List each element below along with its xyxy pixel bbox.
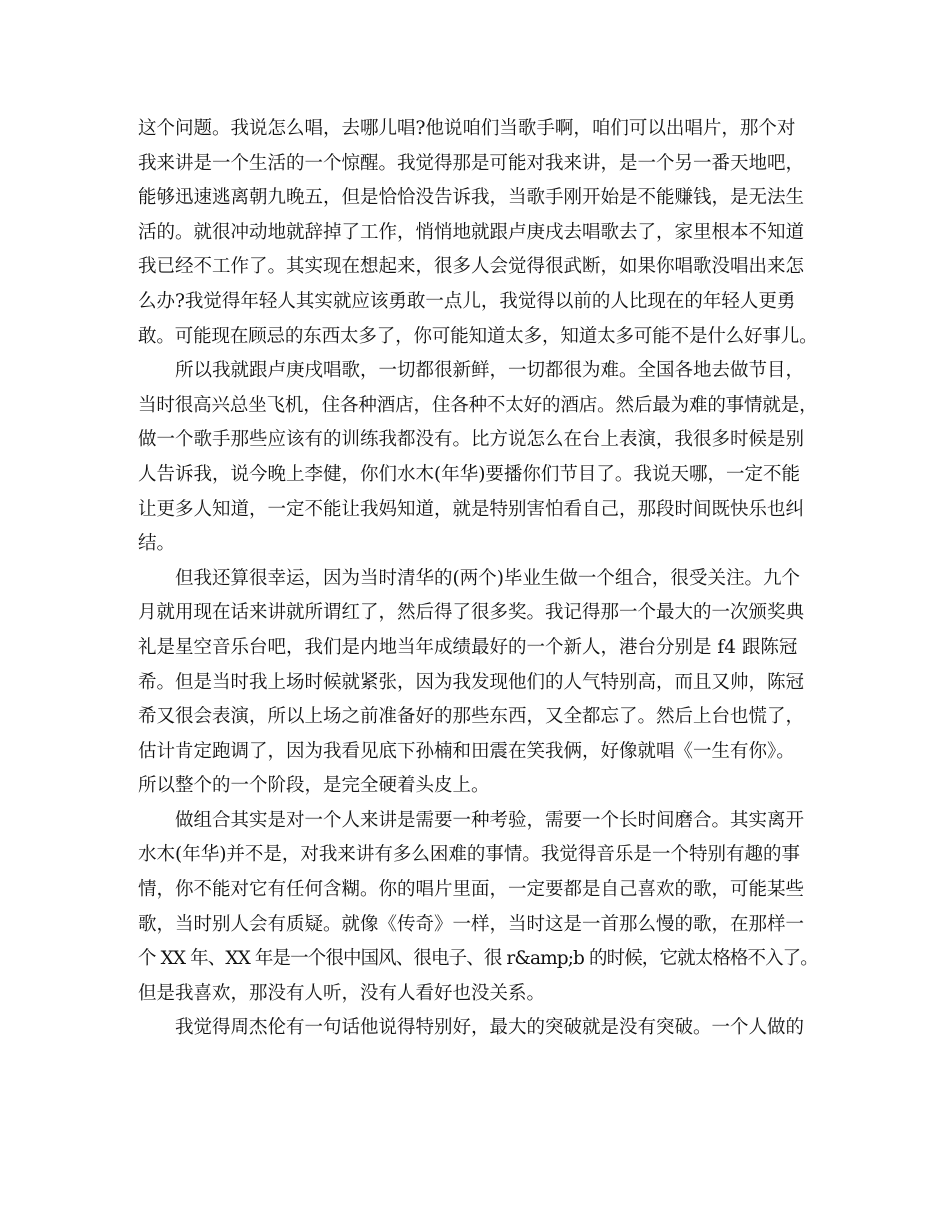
text-line: 歌，当时别人会有质疑。就像《传奇》一样，当时这是一首那么慢的歌，在那样一: [138, 913, 805, 935]
text-line: 希又很会表演，所以上场之前准备好的那些东西，又全都忘了。然后上台也慌了，: [138, 706, 805, 728]
text-line: 能够迅速逃离朝九晚五，但是恰恰没告诉我，当歌手刚开始是不能赚钱，是无法生: [138, 187, 805, 209]
text-line: 情，你不能对它有任何含糊。你的唱片里面，一定要都是自己喜欢的歌，可能某些: [138, 879, 805, 901]
text-line: 我觉得周杰伦有一句话他说得特别好，最大的突破就是没有突破。一个人做的: [175, 1017, 805, 1039]
text-line: 让更多人知道，一定不能让我妈知道，就是特别害怕看自己，那段时间既快乐也纠: [138, 498, 805, 520]
text-line: 么办?我觉得年轻人其实就应该勇敢一点儿，我觉得以前的人比现在的年轻人更勇: [138, 290, 796, 312]
text-line: 当时很高兴总坐飞机，住各种酒店，住各种不太好的酒店。然后最为难的事情就是，: [138, 394, 818, 416]
text-line: 水木(年华)并不是，对我来讲有多么困难的事情。我觉得音乐是一个特别有趣的事: [138, 844, 800, 866]
text-line: 结。: [138, 533, 176, 555]
text-line: 但我还算很幸运，因为当时清华的(两个)毕业生做一个组合，很受关注。九个: [175, 567, 800, 589]
text-line: 估计肯定跑调了，因为我看见底下孙楠和田震在笑我俩，好像就唱《一生有你》。: [138, 740, 795, 762]
text-line: 做一个歌手那些应该有的训练我都没有。比方说怎么在台上表演，我很多时候是别: [138, 429, 805, 451]
text-line: 所以整个的一个阶段，是完全硬着头皮上。: [138, 775, 490, 797]
text-line: 但是我喜欢，那没有人听，没有人看好也没关系。: [138, 982, 546, 1004]
text-line: 人告诉我，说今晚上李健，你们水木(年华)要播你们节目了。我说天哪，一定不能: [138, 463, 800, 485]
text-line: 做组合其实是对一个人来讲是需要一种考验，需要一个长时间磨合。其实离开: [175, 809, 805, 831]
text-line: 所以我就跟卢庚戌唱歌，一切都很新鲜，一切都很为难。全国各地去做节目，: [175, 360, 805, 382]
text-line: 这个问题。我说怎么唱，去哪儿唱?他说咱们当歌手啊，咱们可以出唱片，那个对: [138, 118, 796, 139]
text-line: 希。但是当时我上场时候就紧张，因为我发现他们的人气特别高，而且又帅，陈冠: [138, 671, 805, 693]
text-line: 礼是星空音乐台吧，我们是内地当年成绩最好的一个新人，港台分别是 f4 跟陈冠: [138, 636, 798, 658]
text-line: 敢。可能现在顾忌的东西太多了，你可能知道太多，知道太多可能不是什么好事儿。: [138, 325, 818, 347]
document-body: [138, 112, 818, 1046]
text-line: 我来讲是一个生活的一个惊醒。我觉得那是可能对我来讲，是一个另一番天地吧，: [138, 152, 805, 174]
text-line: 月就用现在话来讲就所谓红了，然后得了很多奖。我记得那一个最大的一次颁奖典: [138, 602, 805, 624]
text-line: 我已经不工作了。其实现在想起来，很多人会觉得很武断，如果你唱歌没唱出来怎: [138, 256, 805, 278]
text-line: 个 XX 年、XX 年是一个很中国风、很电子、很 r&amp;b 的时候，它就太格格不入了。: [138, 948, 818, 970]
text-line: 活的。就很冲动地就辞掉了工作，悄悄地就跟卢庚戌去唱歌去了，家里根本不知道: [138, 221, 805, 243]
